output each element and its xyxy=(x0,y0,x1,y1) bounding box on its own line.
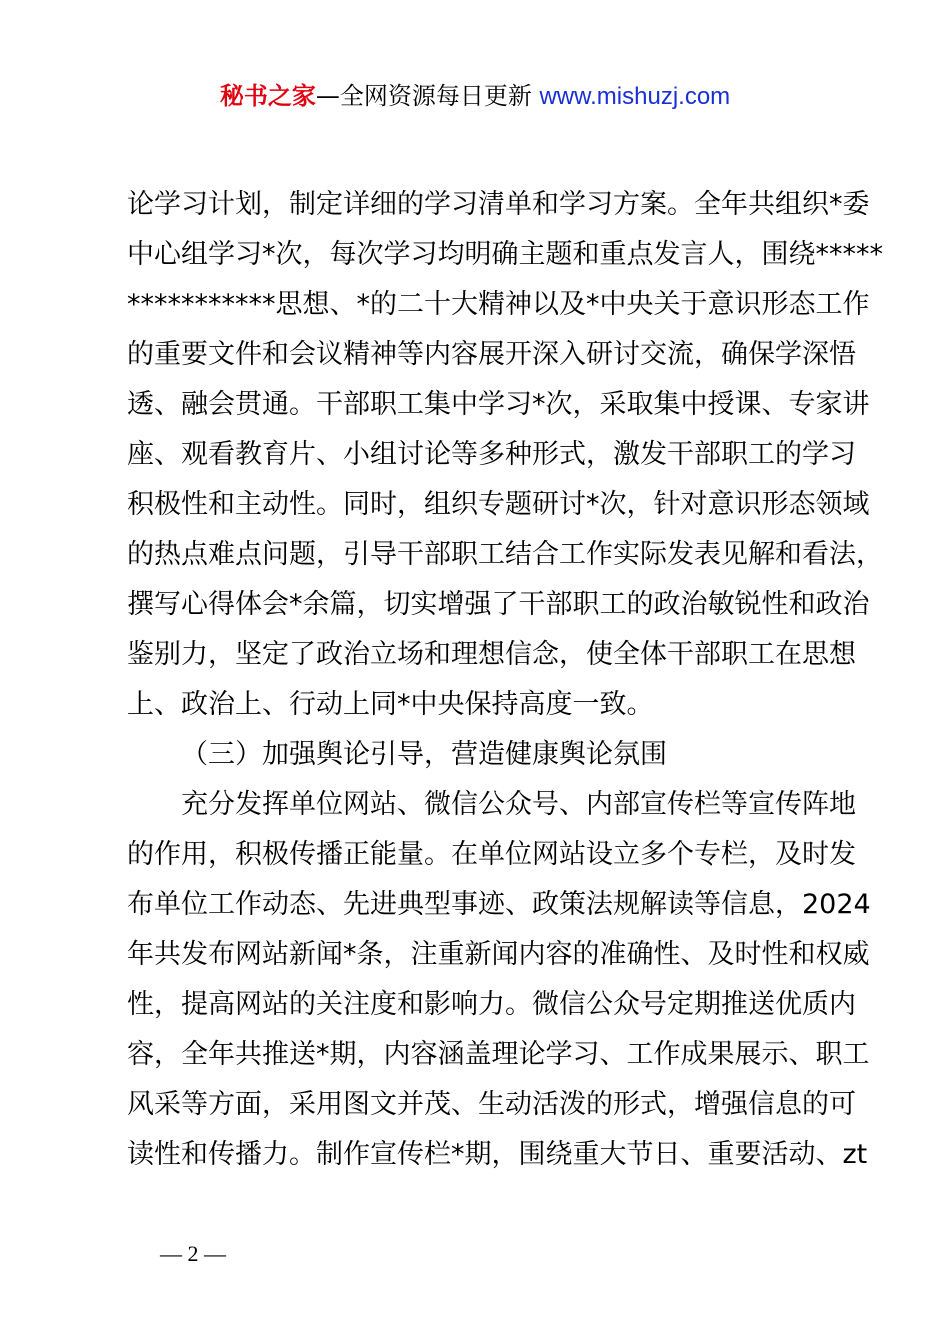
section-heading: （三）加强舆论引导，营造健康舆论氛围 xyxy=(181,739,667,770)
text-line: 座、观看教育片、小组讨论等多种形式，激发干部职工的学习 xyxy=(127,439,856,470)
text-line: 年共发布网站新闻*条，注重新闻内容的准确性、及时性和权威 xyxy=(127,939,870,970)
site-url[interactable]: www.mishuzj.com xyxy=(539,83,731,110)
text-line: 中心组学习*次，每次学习均明确主题和重点发言人，围绕***** xyxy=(127,239,883,270)
text-line: 充分发挥单位网站、微信公众号、内部宣传栏等宣传阵地 xyxy=(181,789,856,820)
text-line: 风采等方面，采用图文并茂、生动活泼的形式，增强信息的可 xyxy=(127,1089,856,1120)
text-line: 撰写心得体会*余篇，切实增强了干部职工的政治敏锐性和政治 xyxy=(127,589,870,620)
text-line: 鉴别力，坚定了政治立场和理想信念，使全体干部职工在思想 xyxy=(127,639,856,670)
document-body xyxy=(127,180,883,1180)
text-line: ***********思想、*的二十大精神以及*中央关于意识形态工作 xyxy=(127,289,870,320)
text-line: 读性和传播力。制作宣传栏*期，围绕重大节日、重要活动、zt xyxy=(127,1139,868,1170)
text-line: 的热点难点问题，引导干部职工结合工作实际发表见解和看法， xyxy=(127,539,883,570)
text-line: 论学习计划，制定详细的学习清单和学习方案。全年共组织*委 xyxy=(127,189,870,220)
text-line: 透、融会贯通。干部职工集中学习*次，采取集中授课、专家讲 xyxy=(127,389,870,420)
text-line: 的重要文件和会议精神等内容展开深入研讨交流，确保学深悟 xyxy=(127,339,856,370)
brand-name: 秘书之家 xyxy=(219,82,316,110)
text-line: 积极性和主动性。同时，组织专题研讨*次，针对意识形态领域 xyxy=(127,489,870,520)
header-tagline: —全网资源每日更新 xyxy=(315,82,540,110)
text-line: 容，全年共推送*期，内容涵盖理论学习、工作成果展示、职工 xyxy=(127,1039,870,1070)
site-header xyxy=(0,80,950,113)
text-line: 上、政治上、行动上同*中央保持高度一致。 xyxy=(127,689,654,720)
text-line: 的作用，积极传播正能量。在单位网站设立多个专栏，及时发 xyxy=(127,839,856,870)
text-line: 性，提高网站的关注度和影响力。微信公众号定期推送优质内 xyxy=(127,989,856,1020)
text-line: 布单位工作动态、先进典型事迹、政策法规解读等信息，2024 xyxy=(127,889,871,920)
page-number: — 2 — xyxy=(160,1241,226,1266)
